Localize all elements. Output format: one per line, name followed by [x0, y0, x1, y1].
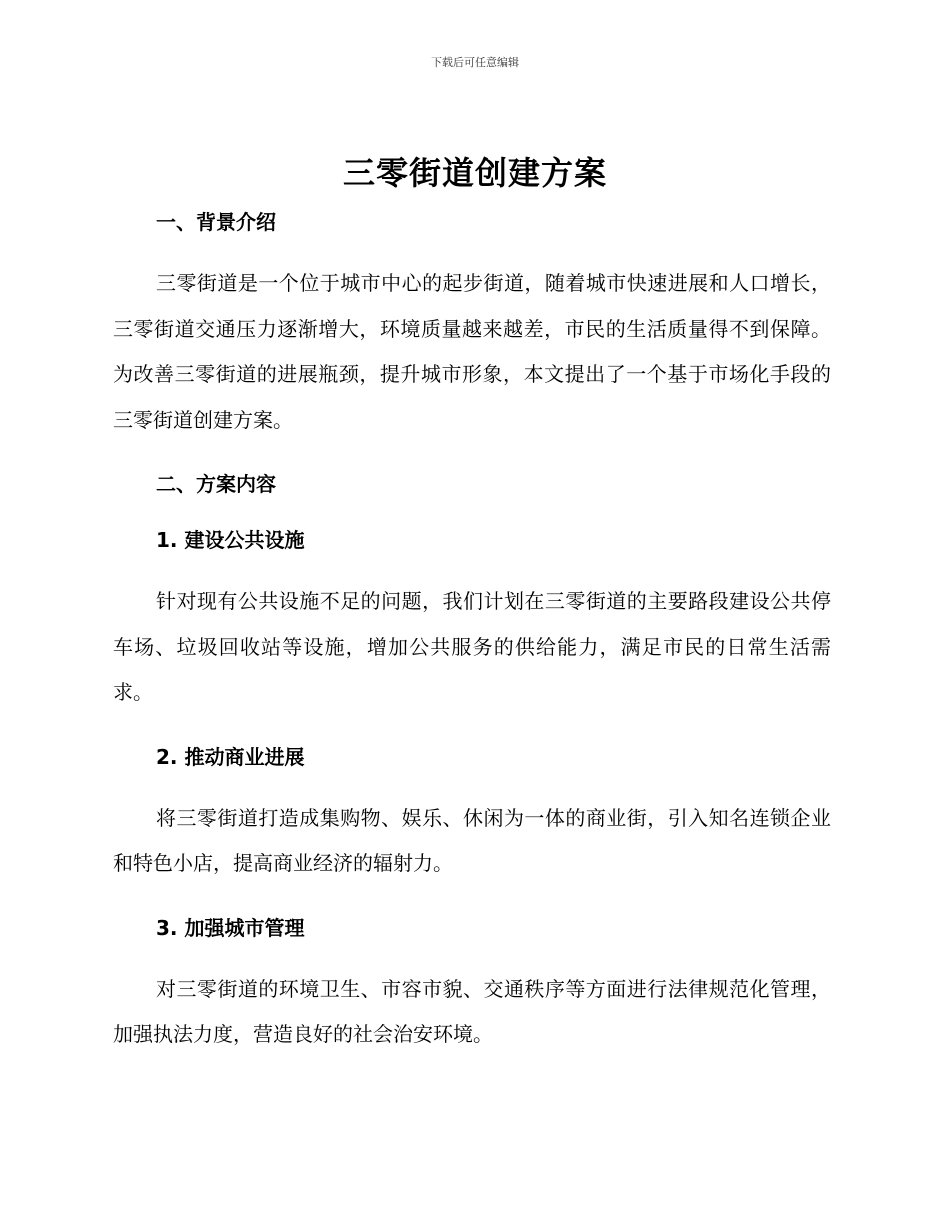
- subheading-public-facilities: 1. 建设公共设施: [156, 528, 305, 552]
- spacer: [113, 557, 831, 579]
- paragraph-commerce: 将三零街道打造成集购物、娱乐、休闲为一体的商业街，引入知名连锁企业和特色小店，提高商业经济的辐射力。: [113, 805, 831, 875]
- spacer: [113, 887, 831, 911]
- page-header-note: 下载后可任意编辑: [431, 56, 519, 69]
- spacer: [113, 501, 831, 523]
- spacer: [113, 443, 831, 467]
- document-title: 三零街道创建方案: [342, 154, 607, 192]
- paragraph-background: 三零街道是一个位于城市中心的起步街道，随着城市快速进展和人口增长，三零街道交通压力逐渐增大，环境质量越来越差，市民的生活质量得不到保障。为改善三零街道的进展瓶颈，提升城市形象，本文提出了一个基于市场化手段的三零街道创建方案。: [113, 271, 831, 432]
- spacer: [113, 945, 831, 967]
- section-heading-background: 一、背景介绍: [156, 210, 276, 234]
- spacer: [113, 239, 831, 261]
- spacer: [113, 716, 831, 740]
- spacer: [113, 774, 831, 796]
- paragraph-public-facilities: 针对现有公共设施不足的问题，我们计划在三零街道的主要路段建设公共停车场、垃圾回收站等设施，增加公共服务的供给能力，满足市民的日常生活需求。: [113, 589, 831, 704]
- subheading-city-management: 3. 加强城市管理: [156, 915, 305, 940]
- section-heading-plan-content: 二、方案内容: [156, 472, 276, 496]
- document-body: [113, 205, 831, 1058]
- paragraph-city-management: 对三零街道的环境卫生、市容市貌、交通秩序等方面进行法律规范化管理，加强执法力度，营造良好的社会治安环境。: [113, 976, 831, 1046]
- subheading-commerce: 2. 推动商业进展: [156, 744, 305, 769]
